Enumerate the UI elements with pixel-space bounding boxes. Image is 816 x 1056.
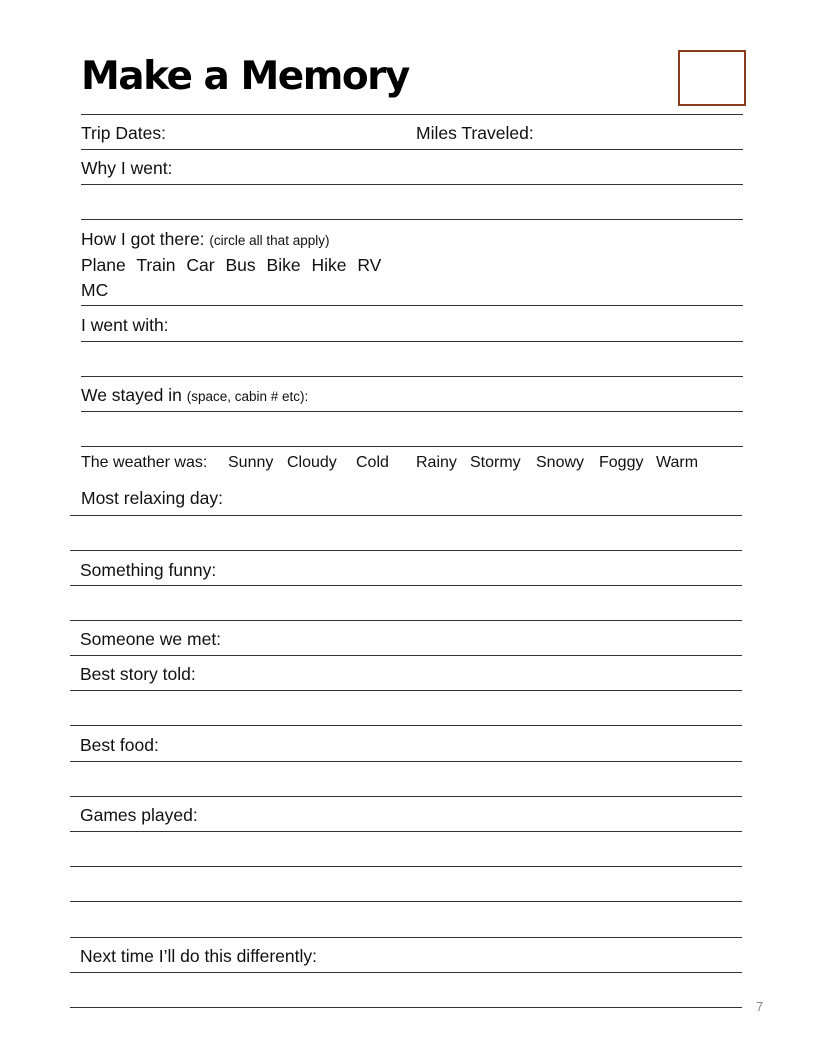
weather-option[interactable]: Stormy: [470, 454, 521, 471]
transport-option[interactable]: RV: [357, 255, 382, 275]
best-food-label: Best food:: [80, 735, 159, 755]
rule-line: [81, 411, 743, 412]
transport-option[interactable]: MC: [81, 280, 109, 300]
went-with-label: I went with:: [81, 315, 169, 335]
transport-option[interactable]: Car: [186, 255, 215, 275]
rule-line: [70, 901, 742, 902]
miles-traveled-label: Miles Traveled:: [416, 123, 534, 143]
transport-option[interactable]: Plane: [81, 255, 126, 275]
weather-option[interactable]: Sunny: [228, 454, 274, 471]
rule-line: [70, 1007, 742, 1008]
page-title: Make a Memory: [81, 54, 409, 99]
rule-line: [70, 831, 742, 832]
circle-note: (circle all that apply): [209, 233, 330, 248]
rule-line: [81, 305, 743, 306]
transport-options-wrap: [81, 280, 114, 301]
something-funny-label: Something funny:: [80, 560, 217, 580]
rule-line: [70, 515, 742, 516]
stayed-in-label: [81, 385, 308, 406]
how-got-there-label: [81, 229, 329, 250]
photo-box: [678, 50, 746, 106]
rule-line: [70, 796, 742, 797]
weather-option[interactable]: Cloudy: [287, 454, 337, 471]
weather-option[interactable]: Snowy: [536, 454, 585, 471]
how-got-there-text: How I got there:: [81, 229, 205, 249]
rule-line: [70, 620, 742, 621]
why-went-label: Why I went:: [81, 158, 173, 178]
rule-line: [70, 725, 742, 726]
games-played-label: Games played:: [80, 805, 198, 825]
trip-dates-label: Trip Dates:: [81, 123, 166, 143]
transport-option[interactable]: Bike: [266, 255, 301, 275]
best-story-label: Best story told:: [80, 664, 196, 684]
rule-line: [70, 866, 742, 867]
rule-line: [81, 149, 743, 150]
rule-line: [70, 937, 742, 938]
rule-line: [70, 585, 742, 586]
rule-line: [70, 690, 742, 691]
rule-line: [70, 550, 742, 551]
stayed-in-colon: :: [304, 389, 309, 404]
rule-line: [70, 972, 742, 973]
rule-line: [81, 219, 743, 220]
rule-line: [81, 184, 743, 185]
transport-option[interactable]: Bus: [225, 255, 256, 275]
weather-label: The weather was:: [81, 454, 208, 471]
weather-option[interactable]: Cold: [356, 454, 389, 471]
transport-option[interactable]: Hike: [311, 255, 347, 275]
most-relaxing-label: Most relaxing day:: [81, 488, 224, 508]
next-time-label: Next time I’ll do this differently:: [80, 946, 317, 966]
rule-line: [81, 114, 743, 115]
weather-option[interactable]: Rainy: [416, 454, 457, 471]
rule-line: [70, 761, 742, 762]
transport-option[interactable]: Train: [136, 255, 176, 275]
page-number: 7: [756, 999, 764, 1014]
rule-line: [70, 655, 742, 656]
stayed-in-note: (space, cabin # etc): [186, 389, 305, 404]
rule-line: [81, 341, 743, 342]
transport-options: [81, 255, 387, 276]
rule-line: [81, 376, 743, 377]
weather-option[interactable]: Foggy: [599, 454, 644, 471]
someone-met-label: Someone we met:: [80, 629, 222, 649]
stayed-in-text: We stayed in: [81, 385, 182, 405]
weather-option[interactable]: Warm: [656, 454, 699, 471]
rule-line: [81, 446, 743, 447]
